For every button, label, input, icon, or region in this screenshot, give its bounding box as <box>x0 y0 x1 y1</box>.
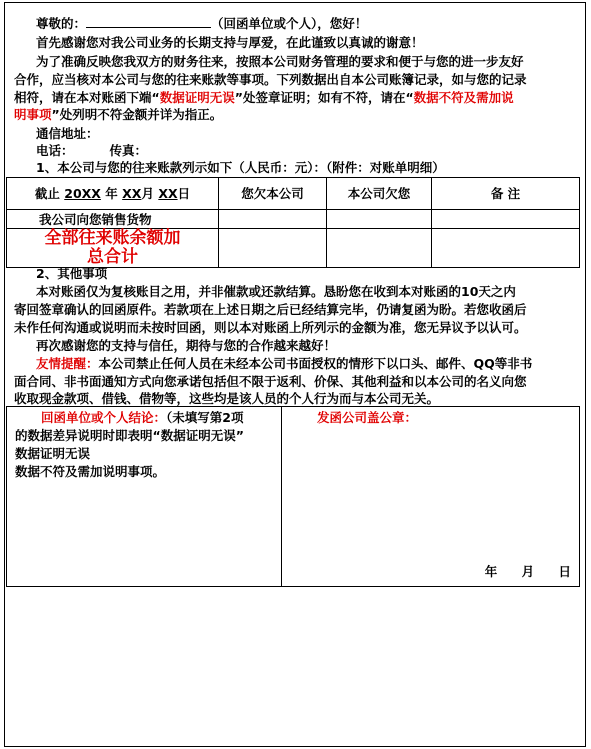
para3-line3: 未作任何沟通或说明而未按时回函，则以本对账函上所列示的金额为准，您无异议予以认可。 <box>14 320 527 335</box>
option-data-correct[interactable]: 数据证明无误 <box>15 446 91 461</box>
option-data-mismatch[interactable]: 数据不符及需加说明事项。 <box>15 464 166 479</box>
cell-sales-remarks[interactable] <box>432 210 580 229</box>
phone-fax: 电话： 传真： <box>36 143 148 158</box>
row-total-label: 全部往来账余额加总合计 <box>7 229 219 268</box>
address-label: 通信地址： <box>36 126 99 141</box>
para4: 再次感谢您的支持与信任，期待与您的合作越来越好！ <box>36 338 337 353</box>
cell-total-owed-to-you[interactable] <box>327 229 432 268</box>
cell-total-remarks[interactable] <box>432 229 580 268</box>
section2-title: 2、其他事项 <box>36 266 108 281</box>
cell-total-owed-to-us[interactable] <box>219 229 327 268</box>
header-owed-to-you: 本公司欠您 <box>327 178 432 210</box>
date-label: 年 月 日 <box>484 564 571 579</box>
company-seal-label: 发函公司盖公章： <box>317 410 418 425</box>
header-remarks: 备 注 <box>432 178 580 210</box>
cell-sales-owed-to-you[interactable] <box>327 210 432 229</box>
para2-line1: 为了准确反映您我双方的财务往来，按照本公司财务管理的要求和便于与您的进一步友好 <box>36 54 524 69</box>
signature-box <box>6 406 580 587</box>
para2-line3: 相符，请在本对账函下端“数据证明无误”处签章证明；如有不符，请在“数据不符及需加说 <box>14 90 514 105</box>
para3-line1: 本对账函仅为复核账目之用，并非催款或还款结算。恳盼您在收到本对账函的10天之内 <box>36 284 516 299</box>
section1-title: 1、本公司与您的往来账款列示如下（人民币：元）：（附件：对账单明细） <box>36 160 445 175</box>
recipient-blank[interactable] <box>86 15 211 28</box>
signature-divider <box>281 407 282 586</box>
tip-line2: 面合同、非书面通知方式向您承诺包括但不限于返利、价保、其他利益和以本公司的名义向您 <box>14 374 527 389</box>
para2-line4: 明事项”处列明不符金额并详为指正。 <box>14 107 223 122</box>
account-table <box>6 177 580 268</box>
cell-sales-owed-to-us[interactable] <box>219 210 327 229</box>
para2-line2: 合作，应当核对本公司与您的往来账款等事项。下列数据出自本公司账簿记录，如与您的记录 <box>14 72 527 87</box>
para1: 首先感谢您对我公司业务的长期支持与厚爱，在此谨致以真诚的谢意！ <box>36 35 424 50</box>
greeting: 尊敬的： （回函单位或个人），您好！ <box>36 16 368 31</box>
header-date: 截止 20XX 年 XX月 XX日 <box>7 178 219 210</box>
tip-line3: 收取现金款项、借钱、借物等，这些均是该人员的个人行为而与本公司无关。 <box>14 391 440 406</box>
tip-line1: 友情提醒：本公司禁止任何人员在未经本公司书面授权的情形下以口头、邮件、QQ等非书 <box>36 356 533 371</box>
row-sales-label: 我公司向您销售货物 <box>7 210 219 229</box>
reply-conclusion[interactable]: 回函单位或个人结论：（未填写第2项 的数据差异说明时即表明“数据证明无误” 数据证明无误 数据不符及需加说明事项。 <box>15 409 277 481</box>
para3-line2: 寄回签章确认的回函原件。若款项在上述日期之后已经结算完毕，仍请复函为盼。若您收函后 <box>14 302 527 317</box>
header-owed-to-us: 您欠本公司 <box>219 178 327 210</box>
